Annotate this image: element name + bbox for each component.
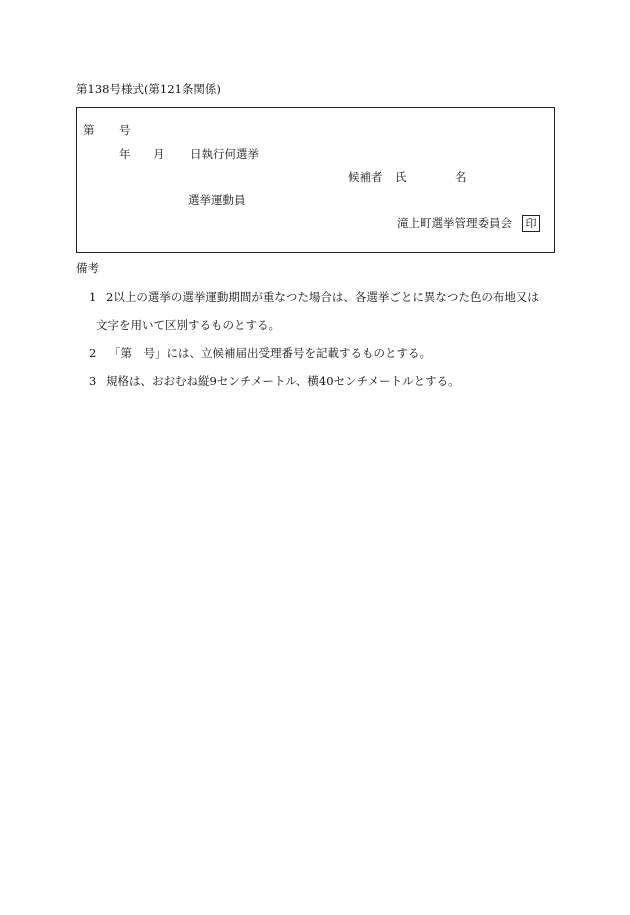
- remark-text-line: 2以上の選挙の選挙運動期間が重なつた場合は、各選挙ごとに異なつた色の布地又は: [106, 290, 539, 304]
- form-title: 第138号様式(第121条関係): [76, 82, 221, 96]
- election-date-label: 日執行何選挙: [190, 147, 259, 161]
- election-committee-label: 滝上町選挙管理委員会: [397, 216, 512, 230]
- remark-text-line: 規格は、おおむね縦9センチメートル、横40センチメートルとする。: [106, 374, 460, 388]
- remark-number: 2: [89, 346, 97, 360]
- remark-text-line: 「第 号」には、立候補届出受理番号を記載するものとする。: [109, 346, 431, 360]
- remark-text-line: 文字を用いて区別するものとする。: [96, 318, 280, 332]
- remarks-heading: 備考: [76, 261, 99, 275]
- month-label: 月: [153, 147, 165, 161]
- number-prefix-label: 第: [83, 123, 95, 137]
- candidate-label: 候補者: [348, 170, 383, 184]
- number-suffix-label: 号: [119, 123, 131, 137]
- campaigner-label: 選挙運動員: [188, 193, 246, 207]
- given-name-label: 名: [455, 170, 467, 184]
- remark-number: 3: [89, 374, 97, 388]
- surname-label: 氏: [395, 170, 407, 184]
- seal-stamp-box: 印: [522, 215, 540, 232]
- year-label: 年: [119, 147, 131, 161]
- remark-number: 1: [89, 290, 97, 304]
- armband-form-box: [76, 107, 555, 253]
